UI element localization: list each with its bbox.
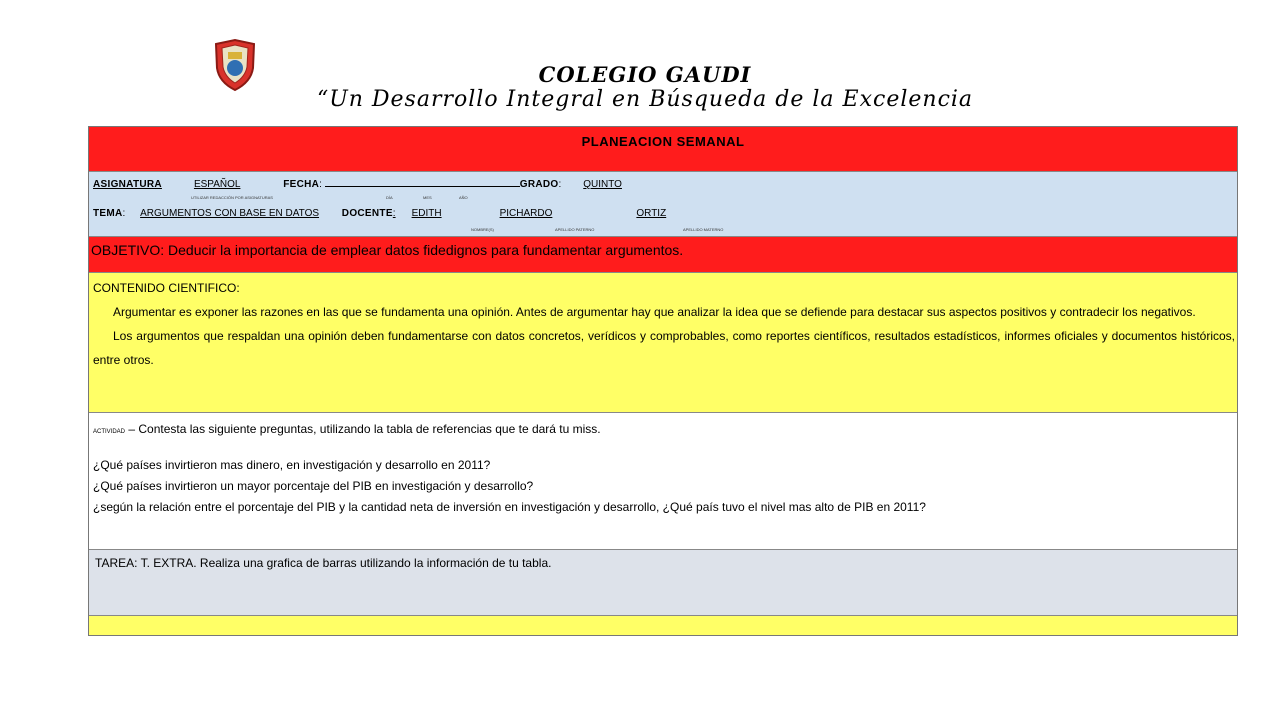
- actividad-intro-line: [93, 419, 1233, 443]
- question-2: ¿Qué países invirtieron un mayor porcentaje del PIB en investigación y desarrollo?: [93, 479, 534, 493]
- school-motto: “Un Desarrollo Integral en Búsqueda de la Excelencia: [316, 87, 974, 112]
- asignatura-value: ESPAÑOL: [193, 179, 241, 190]
- tarea-text: TAREA: T. EXTRA. Realiza una grafica de barras utilizando la información de tu tabla.: [95, 556, 552, 570]
- objetivo-row: [89, 237, 1237, 273]
- tiny-nombre: NOMBRE(S): [471, 227, 494, 232]
- school-name: COLEGIO GAUDI: [538, 62, 752, 87]
- tema-label: TEMA: [93, 208, 123, 219]
- plan-title-row: [89, 127, 1237, 172]
- actividad-dash: –: [125, 422, 139, 436]
- tiny-paterno: APELLIDO PATERNO: [555, 227, 595, 232]
- docente-materno: ORTIZ: [636, 208, 667, 219]
- objetivo-text: OBJETIVO: Deducir la importancia de emplear datos fidedignos para fundamentar argumentos.: [91, 242, 684, 258]
- fecha-field: [325, 176, 520, 187]
- info-line-subject: ASIGNATURA ESPAÑOL FECHA: GRADO: QUINTO: [93, 176, 634, 190]
- contenido-heading: CONTENIDO CIENTIFICO:: [93, 281, 240, 295]
- plan-title: PLANEACION SEMANAL: [581, 134, 745, 149]
- question-1: ¿Qué países invirtieron mas dinero, en investigación y desarrollo en 2011?: [93, 458, 491, 472]
- info-line-topic: TEMA: ARGUMENTOS CON BASE EN DATOS DOCENTE: EDITH PICHARDO ORTIZ: [93, 208, 667, 219]
- weekly-plan-sheet: [88, 126, 1238, 636]
- asignatura-label: ASIGNATURA: [93, 179, 162, 190]
- question-3: ¿según la relación entre el porcentaje del PIB y la cantidad neta de inversión en investigación y desarrollo, ¿Qué país tuvo el nivel mas alto de PIB en 2011?: [93, 500, 926, 514]
- actividad-label: ACTIVIDAD: [93, 429, 126, 435]
- docente-label: DOCENTE: [341, 208, 393, 219]
- grado-label: GRADO: [519, 179, 559, 190]
- contenido-row: [89, 273, 1237, 413]
- fecha-label: FECHA: [283, 179, 320, 190]
- tiny-asignatura-hint: UTILIZAR REDACCIÓN POR ASIGNATURAS: [191, 195, 273, 200]
- docente-nombre: EDITH: [411, 208, 442, 219]
- contenido-paragraph-1: Argumentar es exponer las razones en las que se fundamenta una opinión. Antes de argumentar hay que analizar la idea que se defiende para destacar sus aspectos positivos y contradecir los negativos.: [113, 305, 1196, 319]
- tiny-mes: MES: [423, 195, 432, 200]
- actividad-intro: Contesta las siguiente preguntas, utilizando la tabla de referencias que te dará tu miss.: [138, 422, 601, 436]
- tiny-dia: DÍA: [386, 195, 393, 200]
- tarea-row: [89, 550, 1237, 616]
- grado-value: QUINTO: [583, 179, 622, 190]
- docente-paterno: PICHARDO: [499, 208, 553, 219]
- footer-row: [89, 616, 1237, 635]
- plan-info-row: [89, 172, 1237, 237]
- tiny-materno: APELLIDO MATERNO: [683, 227, 724, 232]
- tema-value: ARGUMENTOS CON BASE EN DATOS: [140, 208, 320, 219]
- tiny-ano: AÑO: [459, 195, 468, 200]
- contenido-paragraph-2: Los argumentos que respaldan una opinión deben fundamentarse con datos concretos, verídicos y comprobables, como reportes científicos, resultados estadísticos, informes oficiales y documentos históricos, entre otros.: [93, 329, 1235, 367]
- actividad-row: [89, 413, 1237, 550]
